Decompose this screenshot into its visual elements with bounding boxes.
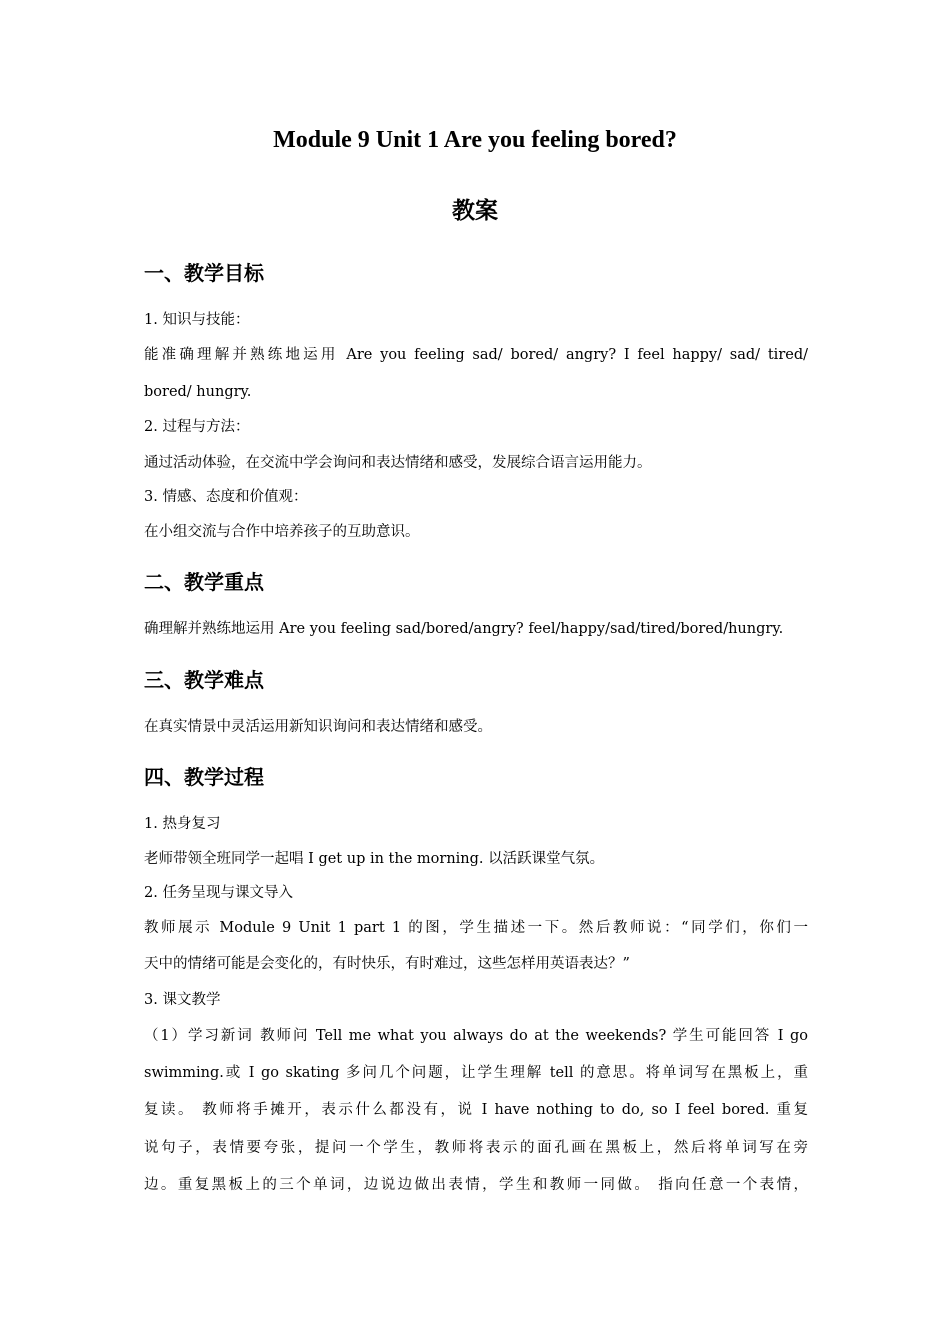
goals-item1-label: 1. 知识与技能： — [144, 312, 250, 328]
process-step3-line1: （1）学习新词 教师问 Tell me what you always do at the weekends? 学生可能回答 I go — [144, 1028, 808, 1044]
goals-item1-text-line1: 能准确理解并熟练地运用 Are you feeling sad/ bored/ angry? I feel happy/ sad/ tired/ — [144, 347, 808, 363]
document-title: Module 9 Unit 1 Are you feeling bored? — [273, 127, 677, 153]
process-step3-line3: 复读。 教师将手摊开，表示什么都没有，说 I have nothing to do, so I feel bored. 重复 — [144, 1102, 808, 1118]
section-heading-key-points: 二、教学重点 — [144, 570, 264, 594]
goals-item2-text: 通过活动体验，在交流中学会询问和表达情绪和感受，发展综合语言运用能力。 — [144, 455, 652, 471]
process-step3-line2: swimming.或 I go skating 多问几个问题，让学生理解 tell 的意思。将单词写在黑板上，重 — [144, 1065, 808, 1081]
section-heading-goals: 一、教学目标 — [144, 261, 264, 285]
document-subtitle: 教案 — [452, 198, 498, 224]
section-heading-difficulties: 三、教学难点 — [144, 668, 264, 692]
process-step1-text: 老师带领全班同学一起唱 I get up in the morning. 以活跃课堂气氛。 — [144, 851, 605, 867]
process-step3-label: 3. 课文教学 — [144, 992, 221, 1008]
key-points-text: 确理解并熟练地运用 Are you feeling sad/bored/angry? feel/happy/sad/tired/bored/hungry. — [144, 621, 784, 637]
process-step2-line1: 教师展示 Module 9 Unit 1 part 1 的图，学生描述一下。然后教师说：“同学们，你们一 — [144, 920, 808, 936]
process-step1-label: 1. 热身复习 — [144, 816, 221, 832]
process-step3-line4: 说句子，表情要夸张，提问一个学生，教师将表示的面孔画在黑板上，然后将单词写在旁 — [144, 1140, 808, 1156]
goals-item3-label: 3. 情感、态度和价值观： — [144, 489, 308, 505]
process-step3-line5: 边。重复黑板上的三个单词，边说边做出表情，学生和教师一同做。 指向任意一个表情， — [144, 1177, 808, 1193]
section-heading-process: 四、教学过程 — [144, 765, 264, 789]
goals-item2-label: 2. 过程与方法： — [144, 419, 250, 435]
difficulties-text: 在真实情景中灵活运用新知识询问和表达情绪和感受。 — [144, 719, 492, 735]
process-step2-label: 2. 任务呈现与课文导入 — [144, 885, 293, 901]
goals-item3-text: 在小组交流与合作中培养孩子的互助意识。 — [144, 524, 420, 540]
process-step2-line2: 天中的情绪可能是会变化的，有时快乐，有时难过，这些怎样用英语表达？” — [144, 956, 630, 972]
goals-item1-text-line2: bored/ hungry. — [144, 384, 252, 400]
